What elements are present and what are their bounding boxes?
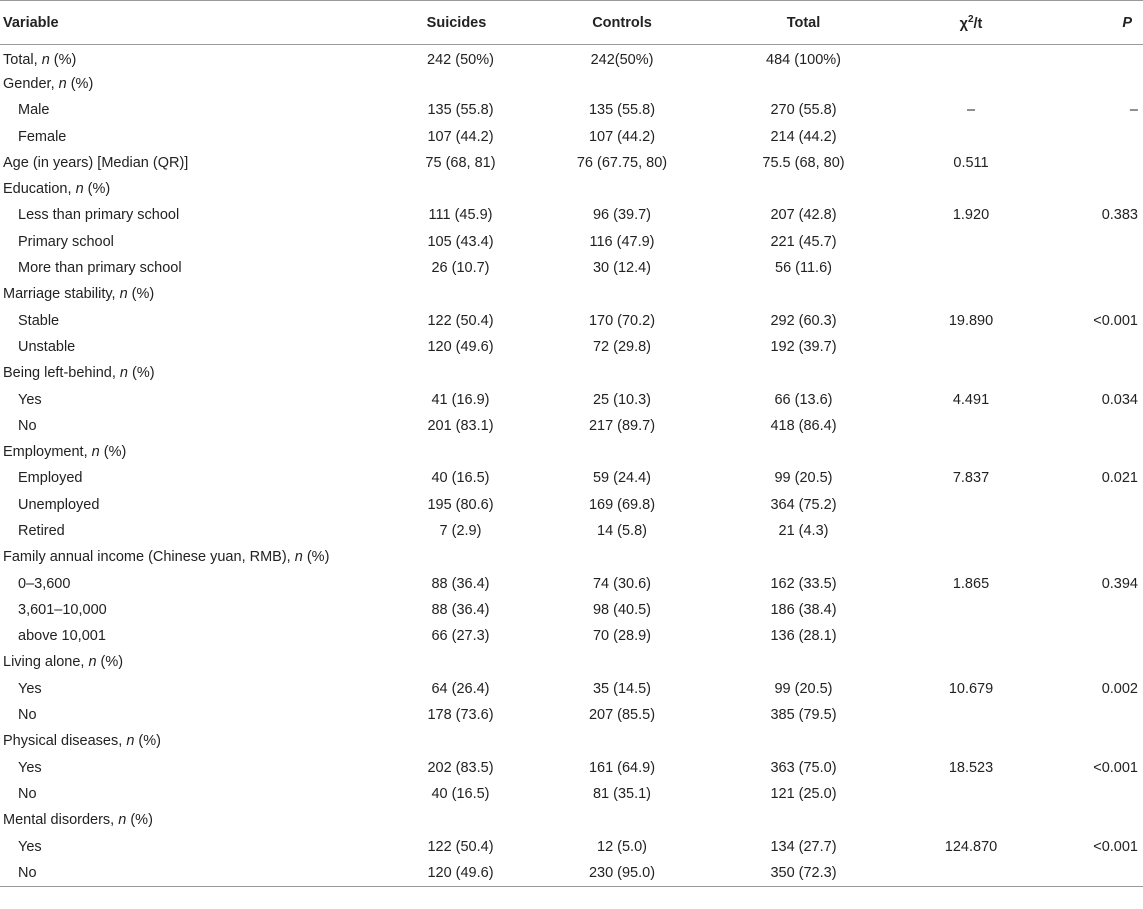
suicides-cell	[390, 728, 523, 754]
variable-cell	[0, 518, 390, 544]
variable-cell	[0, 781, 390, 807]
variable-cell	[0, 255, 390, 281]
suicides-cell: 64 (26.4)	[431, 680, 490, 697]
variable-cell	[0, 176, 390, 202]
suicides-cell: 40 (16.5)	[431, 785, 490, 802]
variable-cell	[0, 597, 390, 623]
p-value-cell	[1056, 860, 1143, 886]
variable-label-italic: n	[119, 365, 128, 382]
variable-cell	[0, 833, 390, 859]
header-row	[0, 1, 1143, 45]
variable-label: Employed	[18, 470, 83, 487]
variable-label-italic: n	[41, 51, 50, 68]
controls-cell	[523, 807, 721, 833]
table-row	[0, 492, 1143, 518]
p-value-cell: 0.394	[1101, 575, 1138, 592]
total-cell	[721, 807, 886, 833]
variable-cell	[0, 150, 390, 176]
suicides-cell: 135 (55.8)	[427, 102, 494, 119]
suicides-cell: 41 (16.9)	[431, 391, 490, 408]
header-controls: Controls	[523, 1, 721, 45]
total-cell: 350 (72.3)	[721, 860, 886, 886]
variable-cell	[0, 755, 390, 781]
variable-label: Being left-behind,	[3, 365, 120, 382]
table-row	[0, 518, 1143, 544]
variable-label: No	[18, 707, 37, 724]
statistic-cell: 10.679	[948, 680, 994, 697]
variable-label-italic: n	[91, 444, 100, 461]
p-value-cell: <0.001	[1093, 312, 1138, 329]
controls-cell: 30 (12.4)	[592, 260, 652, 277]
controls-cell: 74 (30.6)	[592, 575, 652, 592]
statistic-cell	[886, 544, 1056, 570]
total-cell: 270 (55.8)	[770, 102, 837, 119]
variable-label: above 10,001	[18, 628, 106, 645]
controls-cell: 161 (64.9)	[588, 759, 656, 776]
variable-label: Gender,	[3, 75, 59, 92]
statistic-cell	[886, 334, 1056, 360]
table-row	[0, 781, 1143, 807]
p-value-cell	[1056, 413, 1143, 439]
table-row	[0, 255, 1143, 281]
suicides-cell: 120 (49.6)	[427, 338, 494, 355]
suicides-cell: 26 (10.7)	[431, 260, 490, 277]
table-row	[0, 597, 1143, 623]
variable-label-italic: n	[119, 286, 128, 303]
statistic-cell: –	[966, 102, 976, 119]
variable-label-italic: n	[126, 733, 135, 750]
p-value-cell: 0.002	[1101, 680, 1138, 697]
total-cell: 99 (20.5)	[774, 680, 833, 697]
statistic-cell: 0.511	[953, 154, 989, 171]
p-value-cell	[1056, 229, 1143, 255]
header-variable: Variable	[0, 1, 390, 45]
variable-label: Mental disorders,	[3, 812, 119, 829]
variable-label: Male	[18, 102, 50, 119]
variable-cell	[0, 860, 390, 886]
total-cell	[721, 439, 886, 465]
table-row	[0, 386, 1143, 412]
variable-label: Physical diseases,	[3, 733, 127, 750]
table-row	[0, 202, 1143, 228]
table-row	[0, 728, 1143, 754]
variable-cell	[0, 202, 390, 228]
variable-label: Family annual income (Chinese yuan, RMB),	[3, 549, 295, 566]
statistic-cell: 18.523	[948, 759, 994, 776]
table-row	[0, 307, 1143, 333]
variable-cell	[0, 307, 390, 333]
variable-label: Marriage stability,	[3, 286, 120, 303]
table-row	[0, 229, 1143, 255]
p-value-cell	[1056, 255, 1143, 281]
total-cell: 221 (45.7)	[770, 233, 837, 250]
variable-cell	[0, 623, 390, 649]
p-value-cell	[1056, 71, 1143, 97]
table-row	[0, 45, 1143, 71]
table-row	[0, 176, 1143, 202]
p-value-cell: 0.021	[1101, 470, 1138, 487]
table-row	[0, 649, 1143, 675]
table-row	[0, 360, 1143, 386]
suicides-cell	[390, 176, 523, 202]
variable-cell	[0, 281, 390, 307]
controls-cell: 59 (24.4)	[592, 470, 652, 487]
p-value-cell	[1056, 649, 1143, 675]
suicides-cell: 178 (73.6)	[427, 707, 494, 724]
suicides-cell: 105 (43.4)	[427, 233, 494, 250]
variable-label: Stable	[18, 312, 60, 329]
p-value-cell	[1056, 597, 1143, 623]
variable-label: Unemployed	[18, 496, 100, 513]
table-body	[0, 45, 1143, 887]
total-cell	[721, 281, 886, 307]
total-cell: 99 (20.5)	[774, 470, 833, 487]
suicides-cell: 66 (27.3)	[431, 628, 490, 645]
p-value-cell	[1056, 623, 1143, 649]
statistic-cell: 19.890	[948, 312, 994, 329]
header-stat-chi: χ	[959, 15, 968, 32]
variable-cell	[0, 439, 390, 465]
suicides-cell: 201 (83.1)	[427, 417, 494, 434]
variable-label-italic: n	[88, 654, 97, 671]
total-cell: 363 (75.0)	[770, 759, 837, 776]
table-row	[0, 71, 1143, 97]
controls-cell: 107 (44.2)	[588, 128, 656, 145]
p-value-cell	[1056, 439, 1143, 465]
table-row	[0, 544, 1143, 570]
statistic-cell	[886, 518, 1056, 544]
suicides-cell: 122 (50.4)	[427, 312, 494, 329]
p-value-cell	[1056, 176, 1143, 202]
suicides-cell	[390, 439, 523, 465]
variable-label-suffix: (%)	[127, 365, 155, 382]
controls-cell	[523, 281, 721, 307]
statistic-cell	[886, 123, 1056, 149]
suicides-cell: 195 (80.6)	[427, 496, 494, 513]
p-value-cell	[1056, 781, 1143, 807]
controls-cell: 25 (10.3)	[592, 391, 652, 408]
total-cell	[721, 176, 886, 202]
variable-label: Unstable	[18, 338, 76, 355]
variable-label: Primary school	[18, 233, 114, 250]
variable-label: Yes	[18, 391, 42, 408]
controls-cell: 135 (55.8)	[588, 102, 656, 119]
variable-label: No	[18, 864, 37, 881]
variable-label-suffix: (%)	[96, 654, 124, 671]
variable-cell	[0, 570, 390, 596]
variable-cell	[0, 649, 390, 675]
variable-cell	[0, 71, 390, 97]
statistic-cell	[886, 623, 1056, 649]
total-cell: 418 (86.4)	[770, 417, 837, 434]
variable-label: Age (in years) [Median (QR)]	[3, 154, 189, 171]
p-value-cell	[1056, 518, 1143, 544]
suicides-cell: 107 (44.2)	[427, 128, 494, 145]
header-stat-sup: 2	[967, 13, 974, 25]
variable-label: Employment,	[3, 444, 92, 461]
variable-cell	[0, 123, 390, 149]
variable-label: Total,	[3, 51, 42, 68]
variable-label-suffix: (%)	[66, 75, 94, 92]
variable-label-suffix: (%)	[302, 549, 330, 566]
suicides-cell: 122 (50.4)	[427, 838, 494, 855]
statistic-cell	[886, 781, 1056, 807]
variable-cell	[0, 465, 390, 491]
total-cell: 385 (79.5)	[770, 707, 837, 724]
statistic-cell: 1.865	[952, 575, 990, 592]
p-value-cell: <0.001	[1093, 759, 1138, 776]
p-value-cell	[1056, 123, 1143, 149]
variable-label: Yes	[18, 680, 42, 697]
statistic-cell	[886, 649, 1056, 675]
p-value-cell	[1056, 360, 1143, 386]
controls-cell: 70 (28.9)	[592, 628, 652, 645]
p-value-cell	[1056, 150, 1143, 176]
total-cell: 364 (75.2)	[770, 496, 837, 513]
table-row	[0, 623, 1143, 649]
variable-label-suffix: (%)	[134, 733, 161, 750]
statistic-cell	[886, 413, 1056, 439]
controls-cell	[523, 544, 721, 570]
controls-cell: 217 (89.7)	[588, 417, 656, 434]
variable-label: Yes	[18, 838, 42, 855]
variable-cell	[0, 229, 390, 255]
controls-cell: 116 (47.9)	[589, 233, 655, 250]
total-cell: 136 (28.1)	[770, 628, 837, 645]
controls-cell	[523, 176, 721, 202]
total-cell: 484 (100%)	[766, 51, 841, 68]
controls-cell: 169 (69.8)	[588, 496, 656, 513]
statistic-cell	[886, 492, 1056, 518]
p-value-cell: 0.383	[1101, 207, 1138, 224]
variable-label: Female	[18, 128, 67, 145]
controls-cell: 96 (39.7)	[592, 207, 652, 224]
variable-label: Yes	[18, 759, 42, 776]
table-row	[0, 833, 1143, 859]
statistic-cell: 7.837	[952, 470, 990, 487]
total-cell: 162 (33.5)	[770, 575, 837, 592]
suicides-cell: 88 (36.4)	[431, 575, 490, 592]
suicides-cell: 202 (83.5)	[427, 759, 494, 776]
total-cell	[721, 71, 886, 97]
controls-cell	[523, 71, 721, 97]
variable-label-suffix: (%)	[126, 812, 153, 829]
controls-cell: 76 (67.75, 80)	[576, 154, 668, 171]
p-value-cell: <0.001	[1093, 838, 1138, 855]
table-row	[0, 413, 1143, 439]
p-value-cell	[1056, 702, 1143, 728]
controls-cell: 12 (5.0)	[597, 838, 647, 855]
p-value-cell: 0.034	[1101, 391, 1138, 408]
variable-label-italic: n	[75, 181, 84, 198]
statistic-cell	[886, 176, 1056, 202]
total-cell	[721, 544, 886, 570]
table-row	[0, 807, 1143, 833]
table-row	[0, 755, 1143, 781]
table-row	[0, 570, 1143, 596]
variable-label-suffix: (%)	[49, 51, 77, 68]
suicides-cell: 75 (68, 81)	[425, 154, 496, 171]
controls-cell: 35 (14.5)	[592, 680, 652, 697]
p-value-cell	[1056, 492, 1143, 518]
variable-label: Less than primary school	[18, 207, 180, 224]
p-value-cell: –	[1129, 102, 1138, 119]
p-value-cell	[1056, 281, 1143, 307]
suicides-cell	[390, 71, 523, 97]
controls-cell	[523, 439, 721, 465]
variable-cell	[0, 413, 390, 439]
variable-cell	[0, 807, 390, 833]
total-cell: 75.5 (68, 80)	[762, 154, 845, 171]
total-cell: 207 (42.8)	[770, 207, 837, 224]
table-row	[0, 439, 1143, 465]
controls-cell: 98 (40.5)	[592, 601, 652, 618]
statistic-cell: 124.870	[944, 838, 998, 855]
controls-cell: 242(50%)	[590, 51, 654, 68]
total-cell: 21 (4.3)	[778, 522, 829, 539]
variable-cell	[0, 97, 390, 123]
p-value-cell	[1056, 45, 1143, 71]
statistic-cell	[886, 807, 1056, 833]
total-cell	[721, 360, 886, 386]
total-cell	[721, 649, 886, 675]
suicides-cell	[390, 360, 523, 386]
suicides-cell: 242 (50%)	[427, 51, 494, 68]
header-total: Total	[721, 1, 886, 45]
suicides-cell: 7 (2.9)	[439, 522, 482, 539]
statistic-cell	[886, 229, 1056, 255]
controls-cell: 170 (70.2)	[588, 312, 656, 329]
variable-label: Living alone,	[3, 654, 89, 671]
table-row	[0, 860, 1143, 886]
total-cell	[721, 728, 886, 754]
controls-cell: 230 (95.0)	[523, 860, 721, 886]
controls-cell	[523, 360, 721, 386]
controls-cell	[523, 649, 721, 675]
suicides-cell	[390, 649, 523, 675]
suicides-cell	[390, 807, 523, 833]
variable-label: 3,601–10,000	[18, 601, 107, 618]
statistic-cell	[886, 728, 1056, 754]
total-cell: 292 (60.3)	[770, 312, 837, 329]
variable-label: No	[18, 785, 37, 802]
total-cell: 121 (25.0)	[770, 785, 837, 802]
total-cell: 186 (38.4)	[770, 601, 837, 618]
table-row	[0, 676, 1143, 702]
statistic-cell: 1.920	[952, 207, 990, 224]
statistic-cell	[886, 281, 1056, 307]
variable-label: More than primary school	[18, 260, 182, 277]
variable-label-italic: n	[118, 812, 127, 829]
statistic-cell	[886, 702, 1056, 728]
statistic-cell	[886, 860, 1056, 886]
variable-label: Retired	[18, 522, 65, 539]
total-cell: 134 (27.7)	[770, 838, 837, 855]
statistic-cell	[886, 45, 1056, 71]
controls-cell	[523, 728, 721, 754]
total-cell: 192 (39.7)	[770, 338, 837, 355]
header-p: P	[1056, 1, 1143, 45]
table-row	[0, 97, 1143, 123]
table-row	[0, 465, 1143, 491]
variable-label-italic: n	[58, 75, 67, 92]
variable-cell	[0, 676, 390, 702]
variable-cell	[0, 728, 390, 754]
variable-cell	[0, 492, 390, 518]
variable-label: No	[18, 417, 37, 434]
p-value-cell	[1056, 728, 1143, 754]
variable-cell	[0, 45, 390, 71]
controls-cell: 81 (35.1)	[592, 785, 652, 802]
variable-cell	[0, 360, 390, 386]
p-value-cell	[1056, 334, 1143, 360]
variable-cell	[0, 544, 390, 570]
p-value-cell	[1056, 807, 1143, 833]
statistic-cell	[886, 255, 1056, 281]
variable-label-suffix: (%)	[99, 444, 127, 461]
suicides-cell: 40 (16.5)	[431, 470, 490, 487]
table-row	[0, 123, 1143, 149]
statistic-cell	[886, 71, 1056, 97]
table-row	[0, 150, 1143, 176]
table-header	[0, 1, 1143, 45]
suicides-cell	[390, 544, 523, 570]
variable-cell	[0, 334, 390, 360]
total-cell: 66 (13.6)	[774, 391, 833, 408]
statistic-cell: 4.491	[952, 391, 990, 408]
controls-cell: 207 (85.5)	[588, 707, 656, 724]
variable-label: 0–3,600	[18, 575, 71, 592]
table-row	[0, 702, 1143, 728]
suicides-cell: 120 (49.6)	[390, 860, 523, 886]
p-value-cell	[1056, 544, 1143, 570]
table-row	[0, 281, 1143, 307]
suicides-cell: 88 (36.4)	[431, 601, 490, 618]
suicides-cell	[390, 281, 523, 307]
header-suicides: Suicides	[390, 1, 523, 45]
variable-cell	[0, 386, 390, 412]
statistic-cell	[886, 360, 1056, 386]
statistic-cell	[886, 597, 1056, 623]
total-cell: 56 (11.6)	[775, 260, 832, 277]
table-row	[0, 334, 1143, 360]
header-stat-rest: /t	[973, 15, 983, 32]
statistic-cell	[886, 439, 1056, 465]
variable-label-italic: n	[294, 549, 303, 566]
variable-label-suffix: (%)	[127, 286, 155, 303]
variable-cell	[0, 702, 390, 728]
controls-cell: 14 (5.8)	[597, 522, 647, 539]
variable-label-suffix: (%)	[83, 181, 111, 198]
total-cell: 214 (44.2)	[770, 128, 837, 145]
variable-label: Education,	[3, 181, 76, 198]
header-statistic	[886, 1, 1056, 45]
controls-cell: 72 (29.8)	[592, 338, 652, 355]
suicides-cell: 111 (45.9)	[428, 207, 493, 224]
